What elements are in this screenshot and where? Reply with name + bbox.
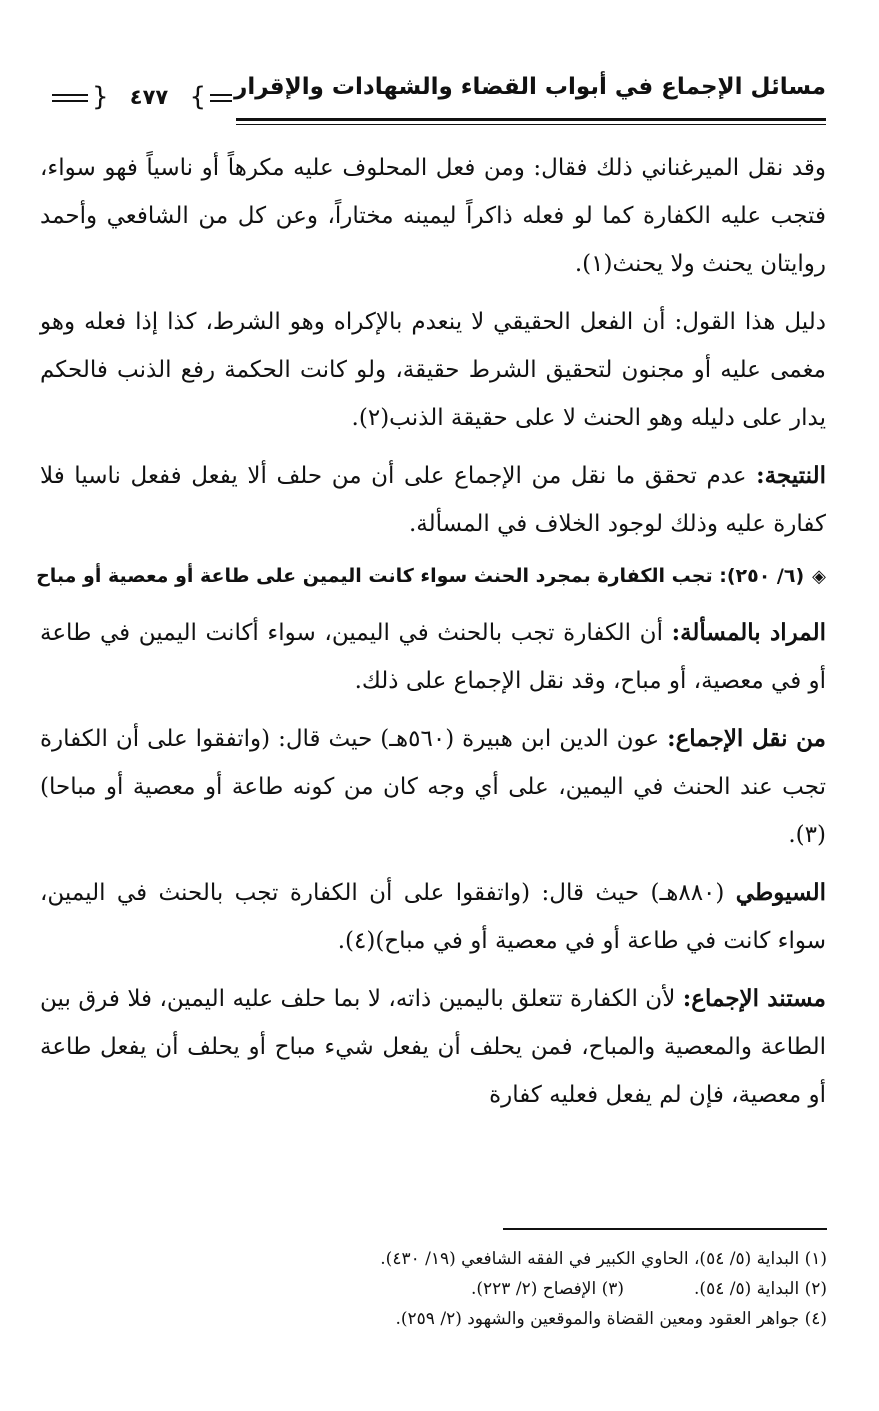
section-heading xyxy=(36,558,826,595)
page-number: ٤٧٧ xyxy=(129,85,169,109)
header-rule xyxy=(236,118,826,121)
paragraph-lead: المراد بالمسألة: xyxy=(671,619,826,646)
footnote-3: (٣) الإفصاح (٢/ ٢٢٣). xyxy=(470,1279,625,1299)
footnote-2: (٢) البداية (٥/ ٥٤). xyxy=(694,1279,827,1299)
ornament-left-icon: { xyxy=(92,82,109,112)
paragraph: السيوطي (٨٨٠هـ) حيث قال: (واتفقوا على أن الكفارة تجب بالحنث في اليمين، سواء كانت في طاعة أو في معصية أو في مباح)(٤). xyxy=(40,879,826,954)
footnote-row xyxy=(87,1274,827,1304)
paragraph: النتيجة: عدم تحقق ما نقل من الإجماع على أن من حلف ألا يفعل ففعل ناسيا فلا كفارة عليه وذلك لوجود الخلاف في المسألة. xyxy=(40,462,826,537)
ornament-right-icon: } xyxy=(189,82,206,112)
paragraph-lead: مستند الإجماع: xyxy=(682,985,826,1012)
paragraph: مستند الإجماع: لأن الكفارة تتعلق باليمين ذاته، لا بما حلف عليه اليمين، فلا فرق بين الطاعة والمعصية والمباح، فمن يحلف أن يفعل شيء مباح أو يحلف أن يفعل طاعة أو معصية، فإن لم يفعل فعليه كفارة xyxy=(40,985,826,1108)
footnotes xyxy=(87,1244,827,1334)
header-ornament-dashes xyxy=(210,94,232,102)
footnote-1: (١) البداية (٥/ ٥٤)، الحاوي الكبير في الفقه الشافعي (١٩/ ٤٣٠). xyxy=(380,1249,827,1269)
paragraph: من نقل الإجماع: عون الدين ابن هبيرة (٥٦٠هـ) حيث قال: (واتفقوا على أن الكفارة تجب عند الحنث في اليمين، على أي وجه كان من كونه طاعة أو معصية أو مباحا)(٣). xyxy=(40,725,826,848)
paragraph: المراد بالمسألة: أن الكفارة تجب بالحنث في اليمين، سواء أكانت اليمين في طاعة أو في معصية، أو مباح، وقد نقل الإجماع على ذلك. xyxy=(40,619,826,694)
footnote-4: (٤) جواهر العقود ومعين القضاة والموقعين والشهود (٢/ ٢٥٩). xyxy=(395,1309,827,1329)
paragraph-lead: النتيجة: xyxy=(756,462,826,489)
running-header xyxy=(44,66,826,126)
paragraph-lead: السيوطي xyxy=(735,879,826,906)
paragraph: دليل هذا القول: أن الفعل الحقيقي لا ينعدم بالإكراه وهو الشرط، كذا إذا فعله وهو مغمى عليه أو مجنون لتحقيق الشرط حقيقة، ولو كانت الحكمة رفع الذنب فالحكم يدار على دليله وهو الحنث لا على حقيقة الذنب(٢). xyxy=(40,309,826,431)
diamond-bullet-icon: ◈ xyxy=(812,566,826,587)
paragraph-lead: من نقل الإجماع: xyxy=(667,725,826,752)
header-ornament-dashes xyxy=(52,94,88,102)
footnote-separator xyxy=(503,1228,827,1230)
paragraph: وقد نقل الميرغناني ذلك فقال: ومن فعل المحلوف عليه مكرهاً أو ناسياً فهو سواء، فتجب عليه الكفارة كما لو فعله ذاكراً ليمينه مختاراً، وعن كل من الشافعي وأحمد روايتان يحنث ولا يحنث(١). xyxy=(40,155,826,277)
header-rule-thin xyxy=(236,124,826,125)
page-number-frame xyxy=(90,80,208,114)
main-text xyxy=(36,144,826,1129)
header-title: مسائل الإجماع في أبواب القضاء والشهادات والإقرار xyxy=(234,74,826,100)
section-heading-text: (٦/ ٢٥٠): تجب الكفارة بمجرد الحنث سواء كانت اليمين على طاعة أو معصية أو مباح xyxy=(36,565,805,587)
